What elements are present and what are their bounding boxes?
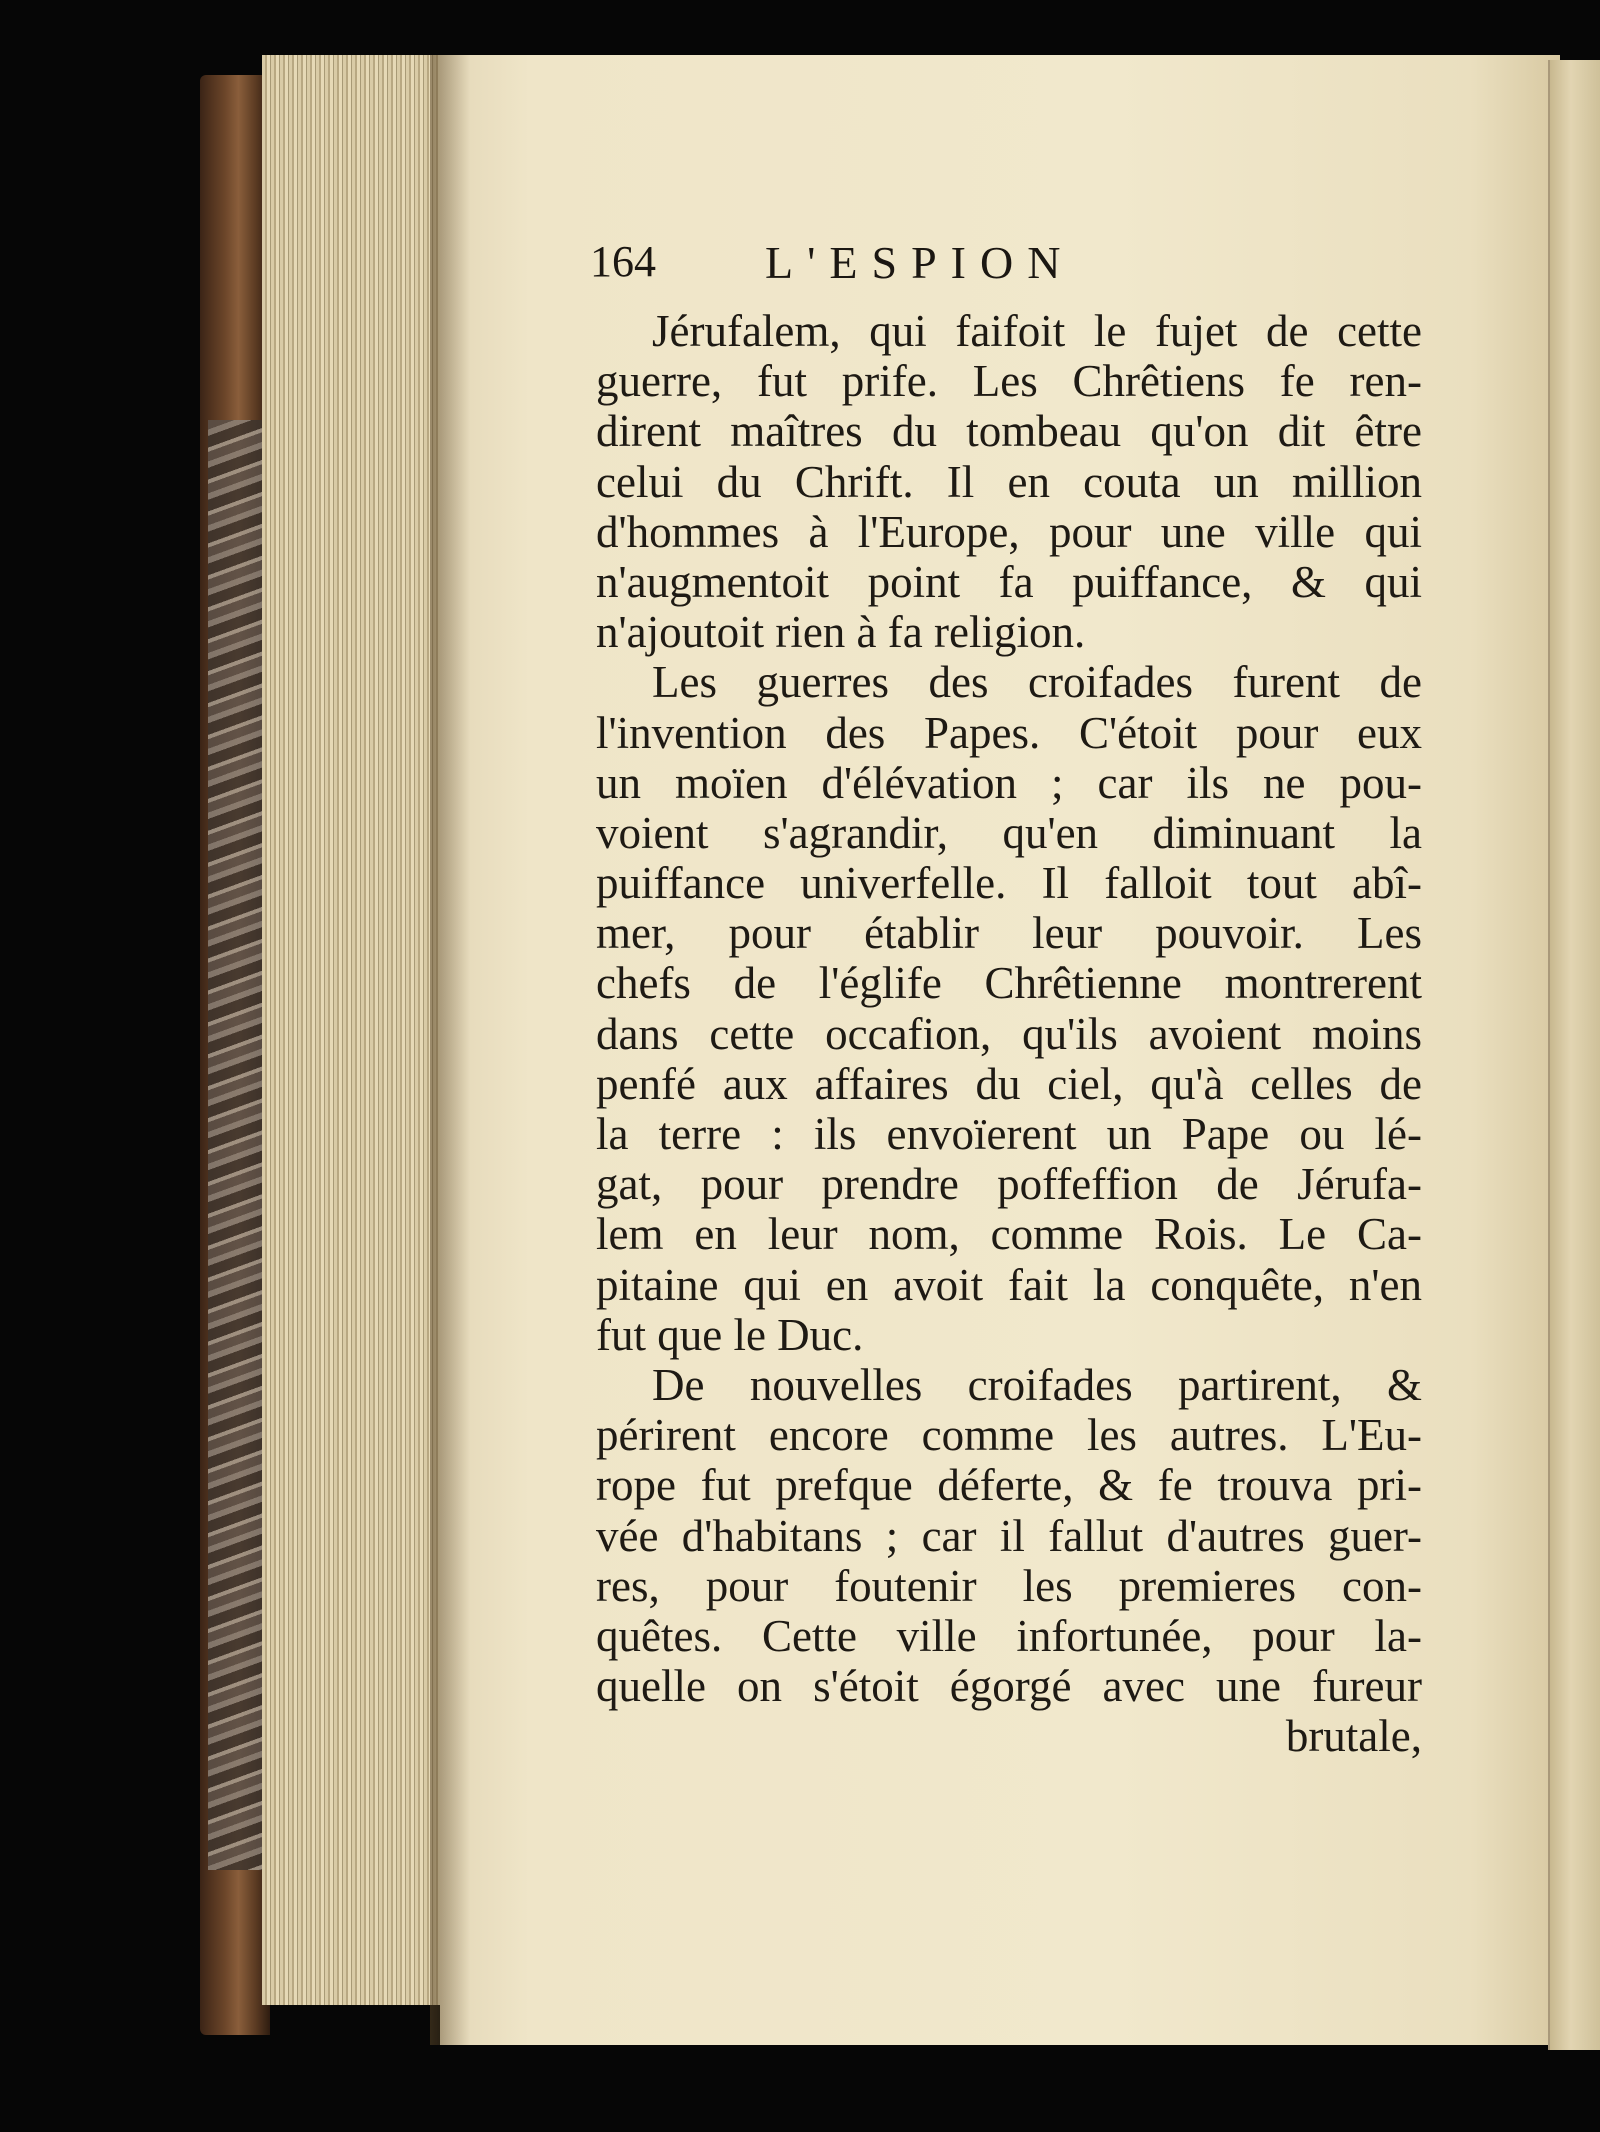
text-line: périrent encore comme les autres. L'Eu- xyxy=(596,1410,1422,1461)
facing-page-edge xyxy=(1548,60,1600,2050)
text-line: l'invention des Papes. C'étoit pour eux xyxy=(596,707,1422,758)
page-header xyxy=(590,236,1240,296)
text-line: penfé aux affaires du ciel, qu'à celles de xyxy=(596,1058,1422,1109)
text-line: n'ajoutoit rien à fa religion. xyxy=(596,607,1086,658)
text-line: dirent maîtres du tombeau qu'on dit être xyxy=(596,406,1422,457)
text-line: un moïen d'élévation ; car ils ne pou- xyxy=(596,757,1422,808)
text-line: quelle on s'étoit égorgé avec une fureur xyxy=(596,1661,1422,1712)
text-line: res, pour foutenir les premieres con- xyxy=(596,1560,1422,1611)
text-line: De nouvelles croifades partirent, & xyxy=(652,1359,1422,1410)
text-line: d'hommes à l'Europe, pour une ville qui xyxy=(596,506,1422,557)
catchword: brutale, xyxy=(1285,1711,1422,1762)
text-line: puiffance univerfelle. Il falloit tout abî- xyxy=(596,858,1422,909)
text-line: vée d'habitans ; car il fallut d'autres guer- xyxy=(596,1510,1422,1561)
text-line: Les guerres des croifades furent de xyxy=(652,657,1422,708)
gutter-shadow xyxy=(430,55,470,2045)
page-edges-stack xyxy=(262,55,447,2005)
text-line: chefs de l'églife Chrêtienne montrerent xyxy=(596,958,1422,1009)
text-line: celui du Chrift. Il en couta un million xyxy=(596,456,1422,507)
text-line: rope fut prefque déferte, & fe trouva pri- xyxy=(596,1460,1422,1511)
text-line: pitaine qui en avoit fait la conquête, n'en xyxy=(596,1259,1422,1310)
page-number: 164 xyxy=(590,237,656,286)
text-line: la terre : ils envoïerent un Pape ou lé- xyxy=(596,1109,1422,1159)
body-text xyxy=(596,306,1422,1761)
text-line: dans cette occafion, qu'ils avoient moins xyxy=(596,1008,1422,1059)
text-line: n'augmentoit point fa puiffance, & qui xyxy=(596,556,1422,607)
marbled-cover-edge xyxy=(208,420,264,1870)
running-title: L'ESPION xyxy=(765,237,1075,288)
text-line: quêtes. Cette ville infortunée, pour la- xyxy=(596,1610,1422,1661)
text-line: gat, pour prendre poffeffion de Jérufa- xyxy=(596,1159,1422,1210)
text-line: voient s'agrandir, qu'en diminuant la xyxy=(596,807,1422,858)
text-line: guerre, fut prife. Les Chrêtiens fe ren- xyxy=(596,356,1422,407)
text-line: lem en leur nom, comme Rois. Le Ca- xyxy=(596,1209,1422,1260)
text-line: mer, pour établir leur pouvoir. Les xyxy=(596,908,1422,959)
text-line: fut que le Duc. xyxy=(596,1309,864,1360)
text-line: Jérufalem, qui faifoit le fujet de cette xyxy=(652,306,1422,356)
